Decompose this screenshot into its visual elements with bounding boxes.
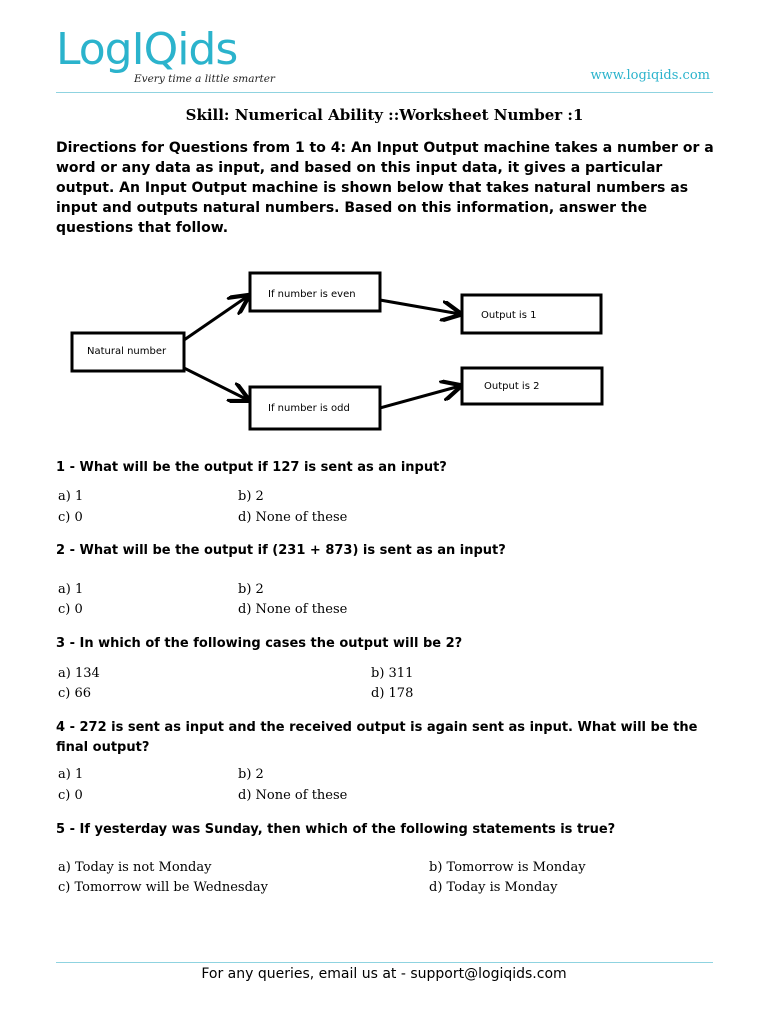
q1-option-b[interactable]: b) 2 [238,489,264,504]
header-divider [56,92,713,93]
q5-option-b[interactable]: b) Tomorrow is Monday [429,860,586,875]
q2-option-d[interactable]: d) None of these [238,602,348,617]
question-4: 4 - 272 is sent as input and the received output is again sent as input. What will be the final output? [56,720,698,755]
footer-contact: For any queries, email us at - support@logiqids.com [201,966,567,982]
question-2: 2 - What will be the output if (231 + 873) is sent as an input? [56,543,506,558]
q3-option-d[interactable]: d) 178 [371,686,414,701]
question-5: 5 - If yesterday was Sunday, then which of the following statements is true? [56,822,616,837]
logo-tagline: Every time a little smarter [134,73,275,85]
q4-option-b[interactable]: b) 2 [238,767,264,782]
logo [56,26,286,90]
q4-option-c[interactable]: c) 0 [58,788,83,803]
footer-divider [56,962,713,963]
logo-wordmark: LogIQids [56,24,238,75]
arrow-odd-to-out2 [380,386,460,408]
arrow-even-to-out1 [380,300,460,314]
q4-option-a[interactable]: a) 1 [58,767,84,782]
output-2-label: Output is 2 [484,381,540,392]
site-url-link[interactable]: www.logiqids.com [590,68,710,83]
q3-option-a[interactable]: a) 134 [58,666,100,681]
q3-option-c[interactable]: c) 66 [58,686,92,701]
q1-option-c[interactable]: c) 0 [58,510,83,525]
q2-option-b[interactable]: b) 2 [238,582,264,597]
q4-option-d[interactable]: d) None of these [238,788,348,803]
arrow-input-to-even [184,296,248,340]
directions-text: Directions for Questions from 1 to 4: An Input Output machine takes a number or a word or any data as input, and based on this input data, it gives a particular output. An Input Output machine is shown below that takes natural numbers as input and outputs natural numbers. Based on this information, answer the questions that follow. [56,140,714,236]
q1-option-a[interactable]: a) 1 [58,489,84,504]
q2-option-c[interactable]: c) 0 [58,602,83,617]
q3-option-b[interactable]: b) 311 [371,666,414,681]
output-1-label: Output is 1 [481,310,537,321]
natural-number-label: Natural number [87,346,167,357]
question-3: 3 - In which of the following cases the output will be 2? [56,636,463,651]
q2-option-a[interactable]: a) 1 [58,582,84,597]
even-label: If number is even [268,289,356,300]
q5-option-a[interactable]: a) Today is not Monday [58,860,212,875]
arrow-input-to-odd [184,368,248,400]
odd-label: If number is odd [268,403,350,414]
worksheet-title: Skill: Numerical Ability ::Worksheet Number :1 [185,106,584,124]
q1-option-d[interactable]: d) None of these [238,510,348,525]
question-1: 1 - What will be the output if 127 is sent as an input? [56,460,447,475]
input-output-diagram [56,268,616,438]
q5-option-d[interactable]: d) Today is Monday [429,880,558,895]
q5-option-c[interactable]: c) Tomorrow will be Wednesday [58,880,268,895]
